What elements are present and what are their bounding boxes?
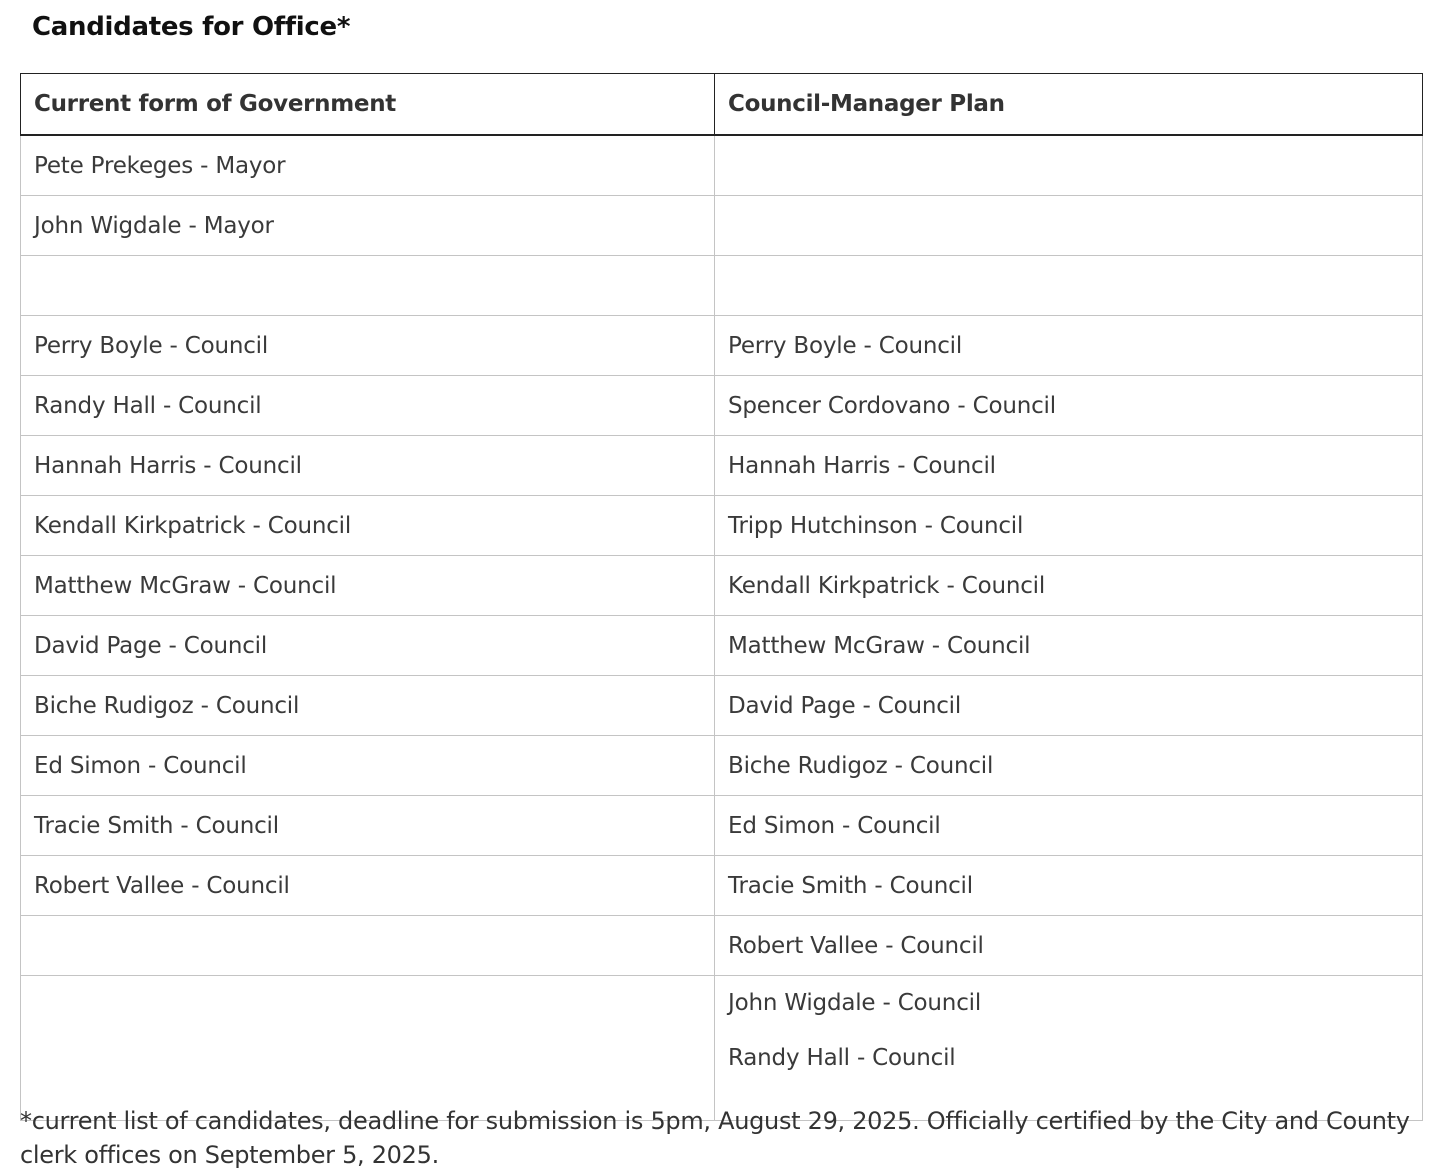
table-cell-council-manager-plan: Robert Vallee - Council (715, 916, 1423, 976)
table-cell-council-manager-plan: Kendall Kirkpatrick - Council (715, 556, 1423, 616)
table-row (21, 256, 1423, 316)
table-cell-council-manager-plan: Biche Rudigoz - Council (715, 736, 1423, 796)
table-cell-council-manager-plan: Spencer Cordovano - Council (715, 376, 1423, 436)
table-cell-council-manager-plan: Tracie Smith - Council (715, 856, 1423, 916)
table-row (21, 736, 1423, 796)
table-cell-current-government (21, 976, 715, 1121)
column-header-current-government: Current form of Government (21, 74, 715, 136)
table-row (21, 616, 1423, 676)
table-row (21, 135, 1423, 196)
table-cell-current-government (21, 916, 715, 976)
table-cell-council-manager-plan: Matthew McGraw - Council (715, 616, 1423, 676)
table-cell-current-government: Perry Boyle - Council (21, 316, 715, 376)
table-cell-current-government (21, 256, 715, 316)
table-cell-current-government: David Page - Council (21, 616, 715, 676)
table-row (21, 496, 1423, 556)
column-header-council-manager-plan: Council-Manager Plan (715, 74, 1423, 136)
table-cell-current-government: Ed Simon - Council (21, 736, 715, 796)
table-row (21, 796, 1423, 856)
table-row (21, 436, 1423, 496)
table-cell-current-government: Hannah Harris - Council (21, 436, 715, 496)
candidates-table (20, 73, 1423, 1121)
table-row (21, 556, 1423, 616)
table-cell-council-manager-plan (715, 135, 1423, 196)
table-cell-current-government: Tracie Smith - Council (21, 796, 715, 856)
table-body (21, 135, 1423, 1121)
table-cell-current-government: Matthew McGraw - Council (21, 556, 715, 616)
table-row (21, 856, 1423, 916)
table-header-row (21, 74, 1423, 136)
table-row (21, 196, 1423, 256)
page-title: Candidates for Office* (32, 12, 351, 42)
table-cell-council-manager-plan: David Page - Council (715, 676, 1423, 736)
table-cell-current-government: Robert Vallee - Council (21, 856, 715, 916)
table-cell-current-government: Kendall Kirkpatrick - Council (21, 496, 715, 556)
table-cell-current-government: Pete Prekeges - Mayor (21, 135, 715, 196)
table-cell-council-manager-plan (715, 976, 1423, 1121)
table-cell-council-manager-plan: Tripp Hutchinson - Council (715, 496, 1423, 556)
table-row (21, 916, 1423, 976)
table-cell-council-manager-plan (715, 256, 1423, 316)
table-row (21, 676, 1423, 736)
table-cell-current-government: Biche Rudigoz - Council (21, 676, 715, 736)
table-row (21, 316, 1423, 376)
table-cell-current-government: Randy Hall - Council (21, 376, 715, 436)
cell-line: Randy Hall - Council (728, 1045, 956, 1071)
table-cell-council-manager-plan: Perry Boyle - Council (715, 316, 1423, 376)
table-cell-current-government: John Wigdale - Mayor (21, 196, 715, 256)
table-cell-council-manager-plan: Ed Simon - Council (715, 796, 1423, 856)
table-cell-council-manager-plan (715, 196, 1423, 256)
table-cell-council-manager-plan: Hannah Harris - Council (715, 436, 1423, 496)
table-row (21, 976, 1423, 1121)
cell-line: John Wigdale - Council (728, 990, 982, 1016)
table-row (21, 376, 1423, 436)
footnote: *current list of candidates, deadline for submission is 5pm, August 29, 2025. Officially certified by the City and County clerk offices on September 5, 2025. (20, 1107, 1410, 1169)
